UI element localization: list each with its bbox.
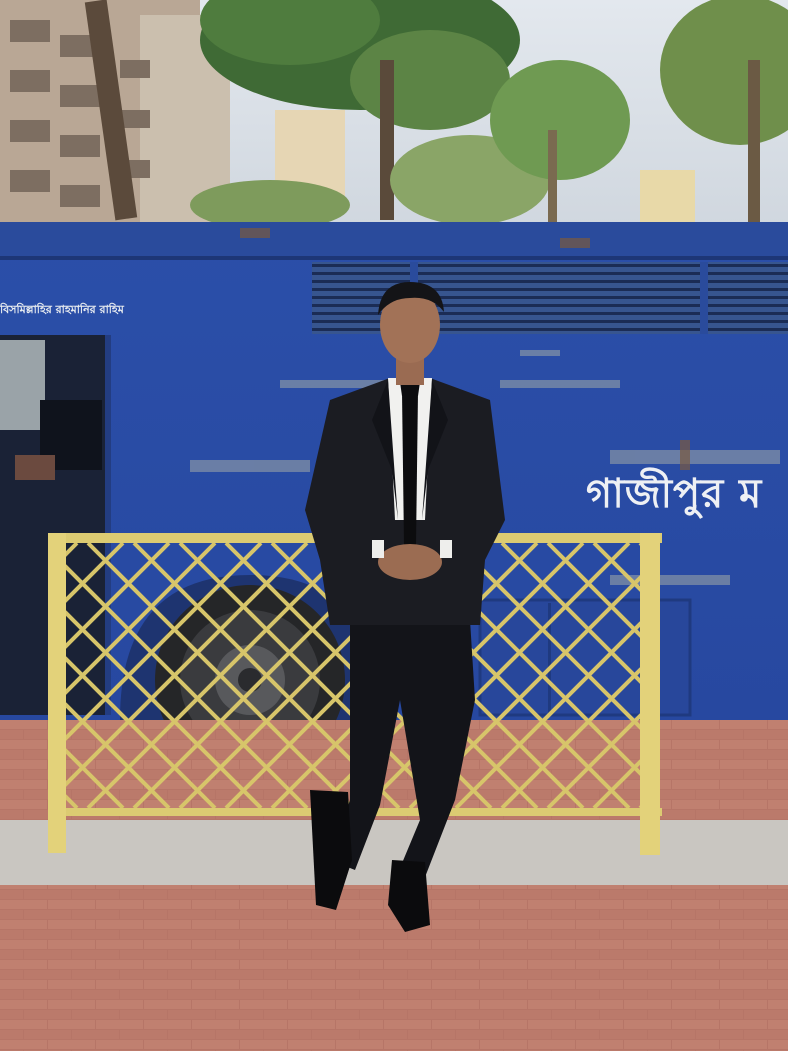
bus-side-text: গাজীপুর ম [586,471,763,517]
bus-plate-text: বিসমিল্লাহির রাহমানির রাহিম [0,303,124,316]
